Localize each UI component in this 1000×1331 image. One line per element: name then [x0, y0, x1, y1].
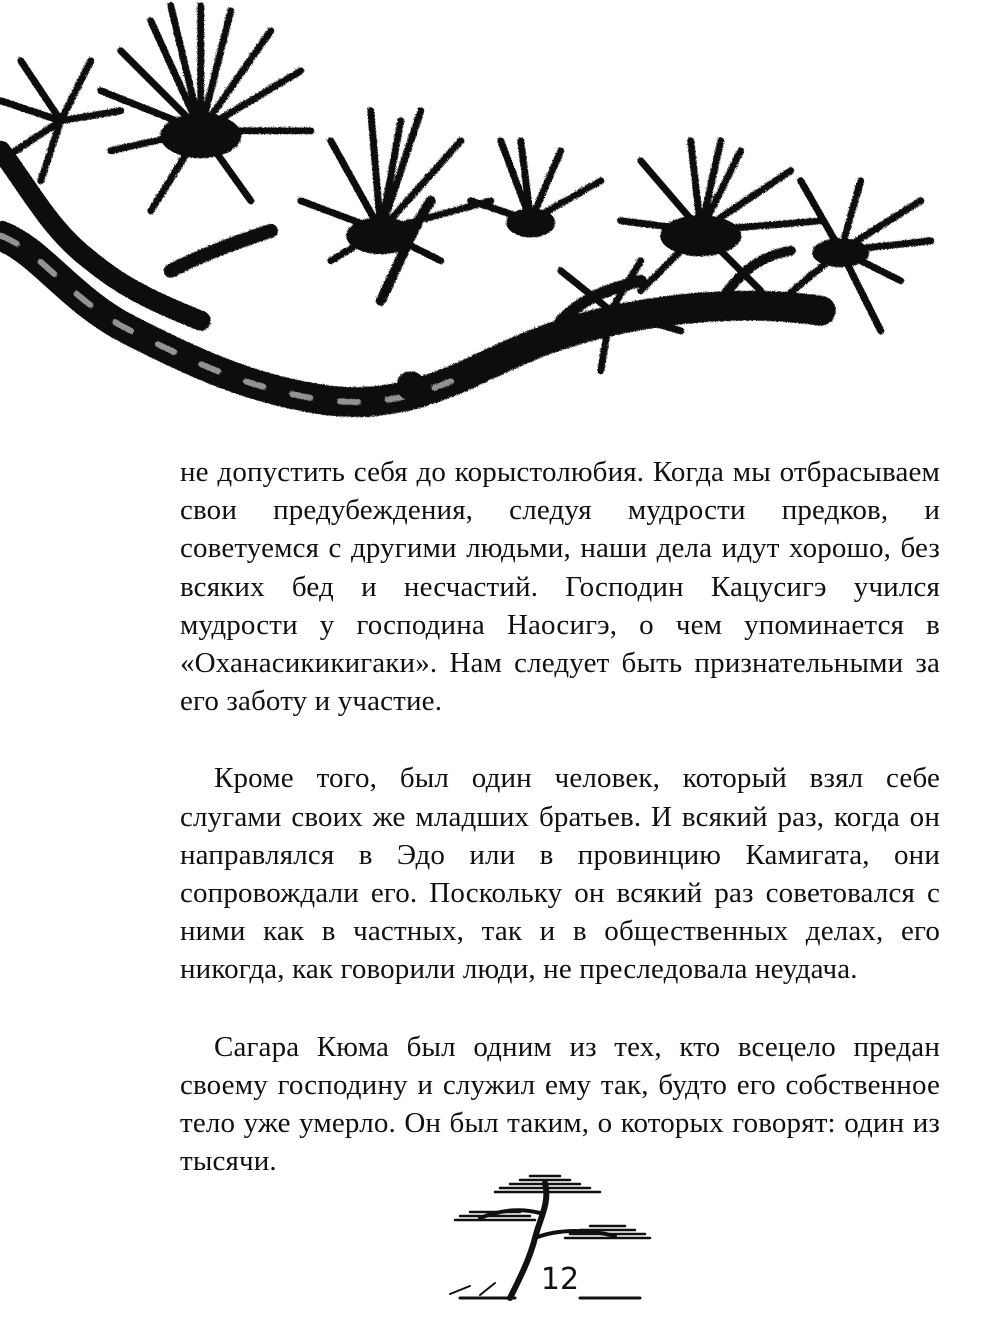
paragraph: Сагара Кюма был одним из тех, кто всецело предан своему господину и служил ему так, будто его собственное тело уже умерло. Он был таким, о которых говорят: один из тысячи.	[180, 1030, 940, 1178]
paragraph: Кроме того, был один человек, который взял себе слугами своих же младших братьев. И всякий раз, когда он направлялся в Эдо или в провинцию Камигата, они сопровождали его. Поскольку он всякий раз советовался с ними как в частных, так и в общественных делах, его никогда, как говорили люди, не преследовала неудача.	[180, 762, 940, 986]
body-text	[180, 453, 940, 1180]
paragraph: не допустить себя до корыстолюбия. Когда мы отбрасываем свои предубеждения, следуя мудрости предков, и советуемся с другими людьми, наши дела идут хорошо, без всяких бед и несчастий. Господин Кацусигэ учился мудрости у господина Наосигэ, о чем упоминается в «Оханасикикигаки». Нам следует быть признательными за его заботу и участие.	[180, 456, 940, 718]
page-number: 12	[540, 1262, 580, 1297]
pine-branch-ink-icon	[0, 0, 1000, 430]
